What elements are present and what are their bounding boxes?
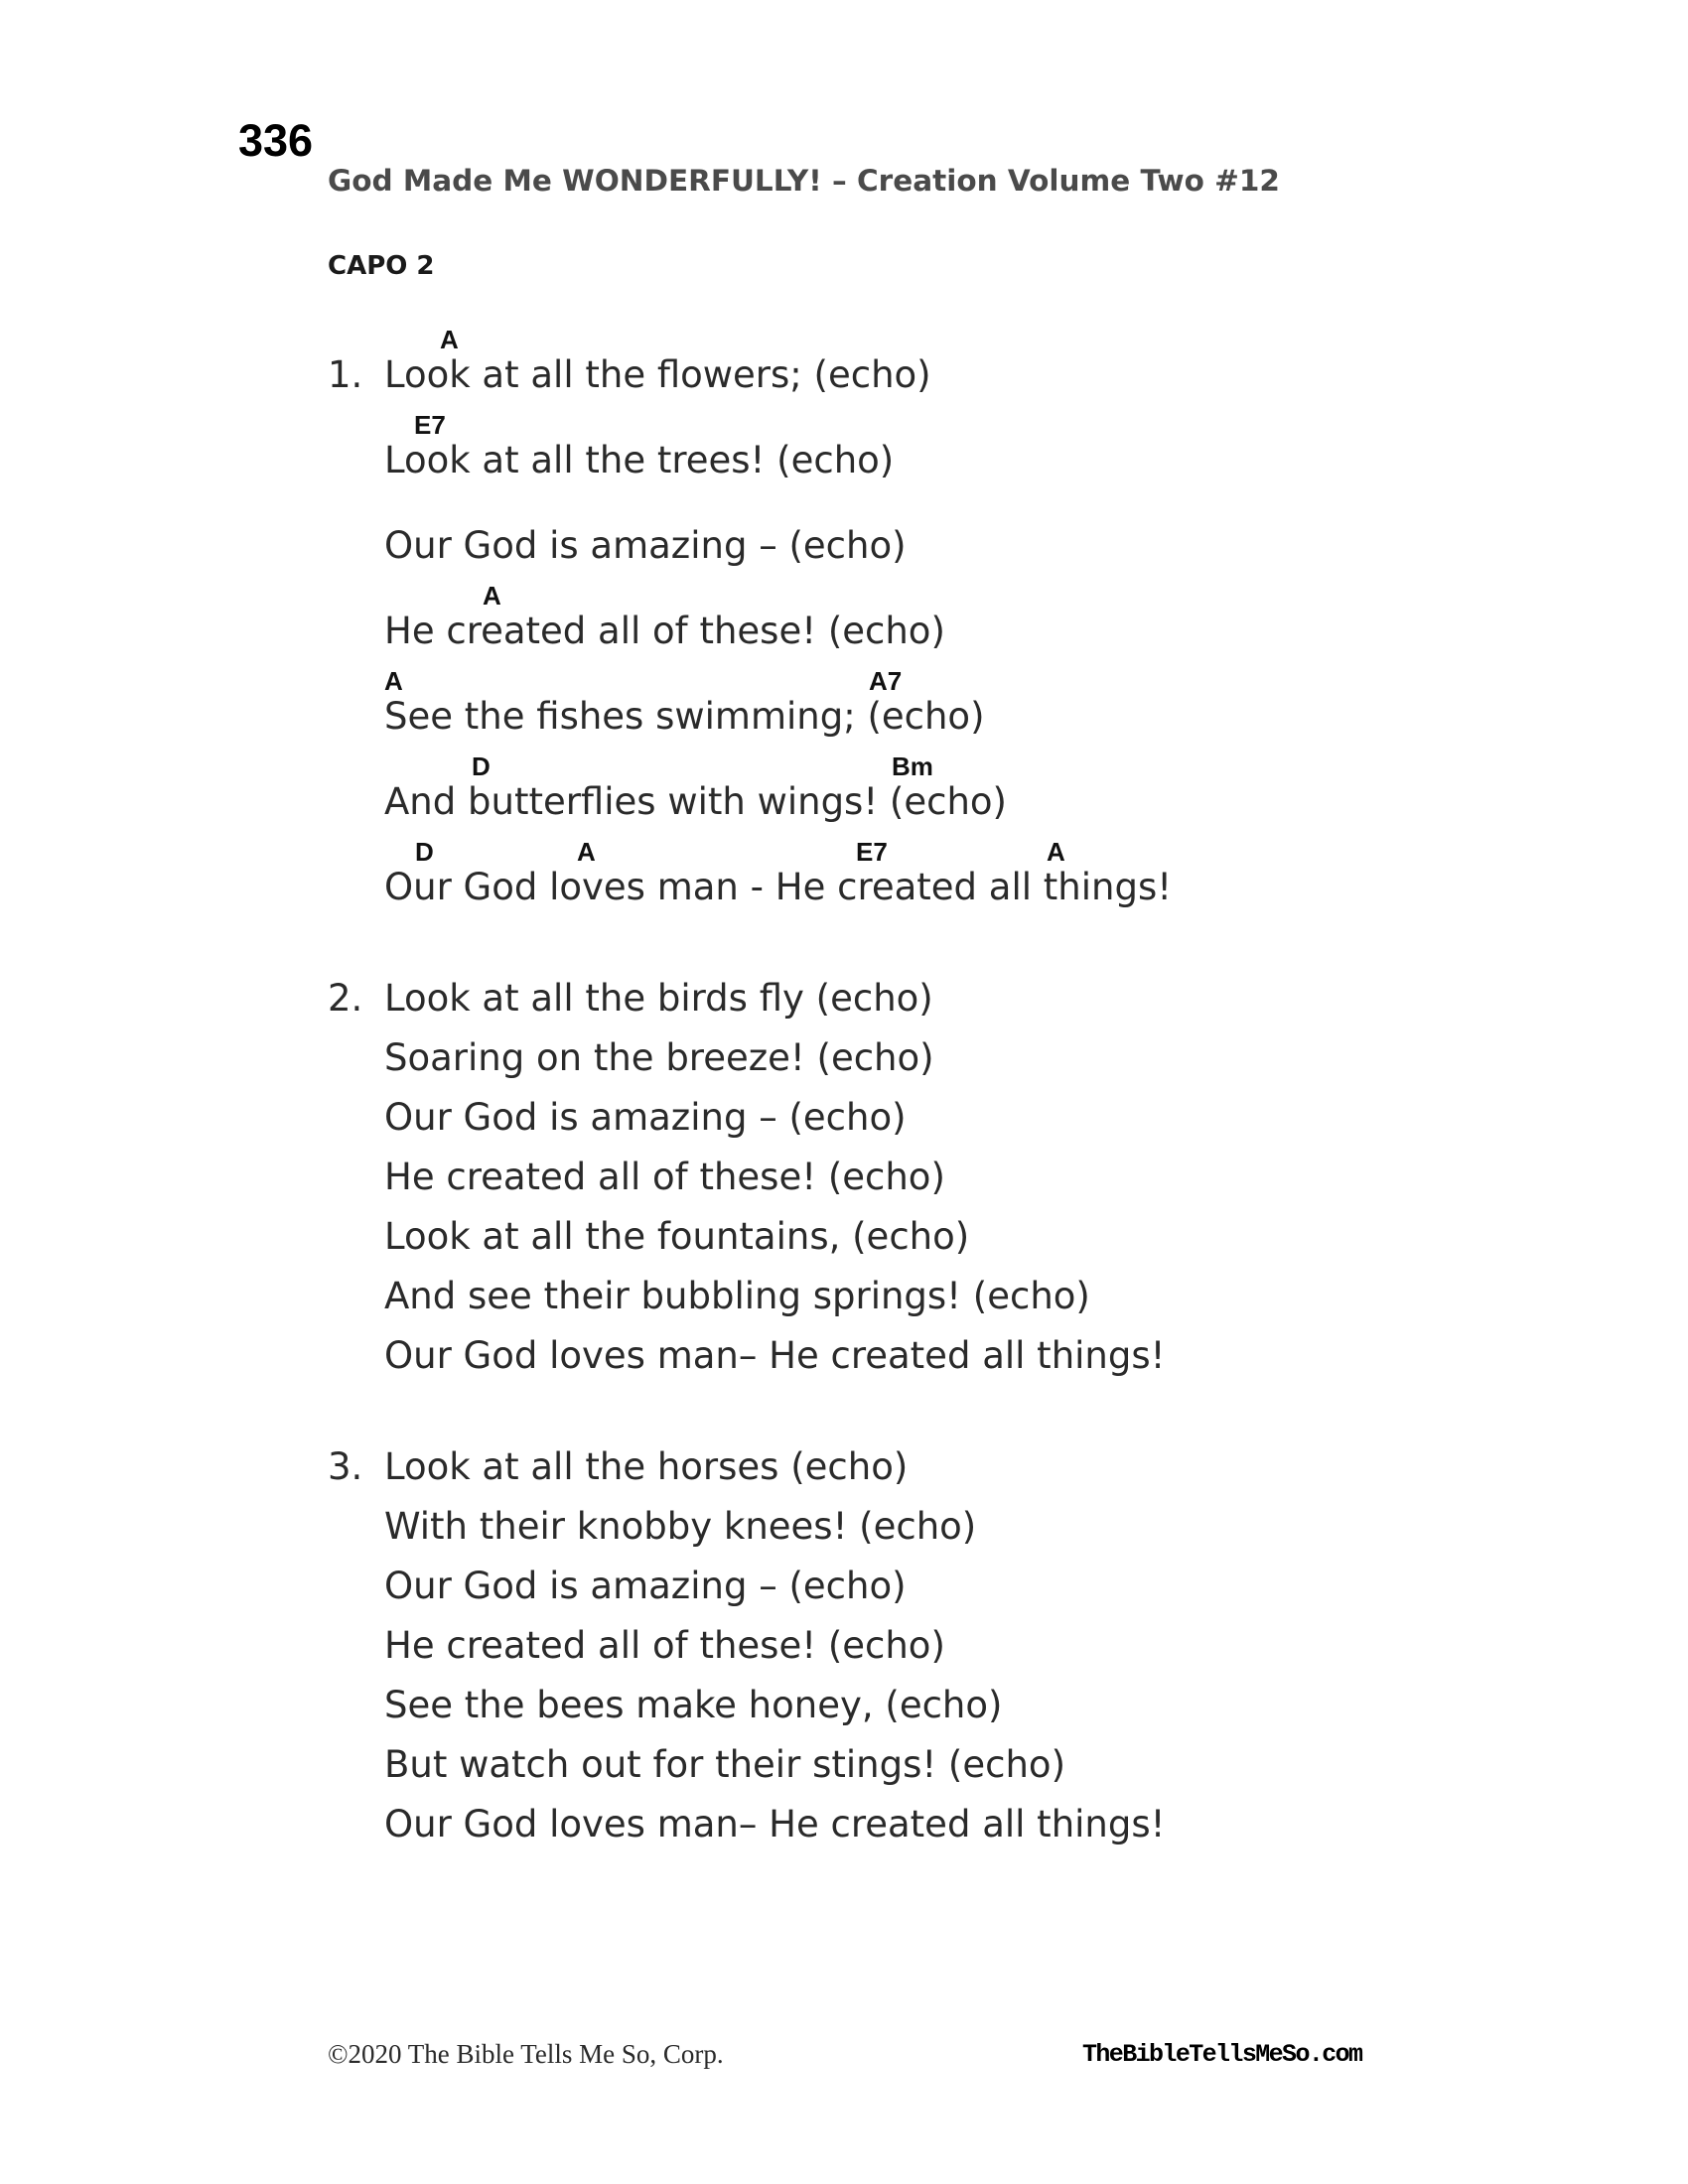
chord: D: [472, 751, 491, 781]
lyric-line: Look at all the trees! (echo): [384, 439, 895, 481]
lyric-line: But watch out for their stings! (echo): [384, 1743, 1065, 1786]
lyric-line: With their knobby knees! (echo): [384, 1505, 977, 1548]
lyric-line: He created all of these! (echo): [384, 610, 945, 652]
lyric-line: He created all of these! (echo): [384, 1624, 945, 1667]
chord: A7: [869, 666, 903, 696]
chord: E7: [414, 410, 446, 440]
chord: D: [415, 837, 434, 867]
website-link[interactable]: TheBibleTellsMeSo.com: [1082, 2040, 1362, 2069]
chord: A: [483, 581, 501, 611]
copyright-notice: ©2020 The Bible Tells Me So, Corp.: [328, 2039, 724, 2069]
lyric-line: Our God is amazing – (echo): [384, 524, 907, 567]
lyric-line: Our God is amazing – (echo): [384, 1565, 907, 1607]
capo-instruction: CAPO 2: [328, 251, 435, 281]
lyric-line: Our God is amazing – (echo): [384, 1096, 907, 1139]
lyric-line: And butterflies with wings! (echo): [384, 780, 1007, 823]
verse-number: 1.: [328, 353, 363, 396]
song-title: God Made Me WONDERFULLY! – Creation Volume Two #12: [328, 164, 1280, 198]
lyric-line: Our God loves man - He created all things!: [384, 866, 1173, 908]
lyric-line: Look at all the birds fly (echo): [384, 977, 933, 1020]
lyric-line: Our God loves man– He created all things!: [384, 1803, 1166, 1845]
chord: A: [1047, 837, 1065, 867]
page-number: 336: [238, 115, 314, 166]
lyric-line: And see their bubbling springs! (echo): [384, 1275, 1090, 1317]
lyric-line: Look at all the horses (echo): [384, 1445, 909, 1488]
chord: A: [577, 837, 596, 867]
lyric-line: See the bees make honey, (echo): [384, 1684, 1003, 1726]
lyric-line: Look at all the fountains, (echo): [384, 1215, 970, 1258]
lyric-line: See the fishes swimming; (echo): [384, 695, 985, 738]
lyric-line: Soaring on the breeze! (echo): [384, 1036, 934, 1079]
chord: A: [384, 666, 403, 696]
lyric-line: Our God loves man– He created all things!: [384, 1334, 1166, 1377]
lyric-line: He created all of these! (echo): [384, 1156, 945, 1198]
chord: E7: [856, 837, 888, 867]
lyric-line: Look at all the flowers; (echo): [384, 353, 931, 396]
verse-number: 2.: [328, 977, 363, 1020]
verse-number: 3.: [328, 1445, 363, 1488]
chord: Bm: [892, 751, 933, 781]
chord: A: [440, 325, 459, 354]
